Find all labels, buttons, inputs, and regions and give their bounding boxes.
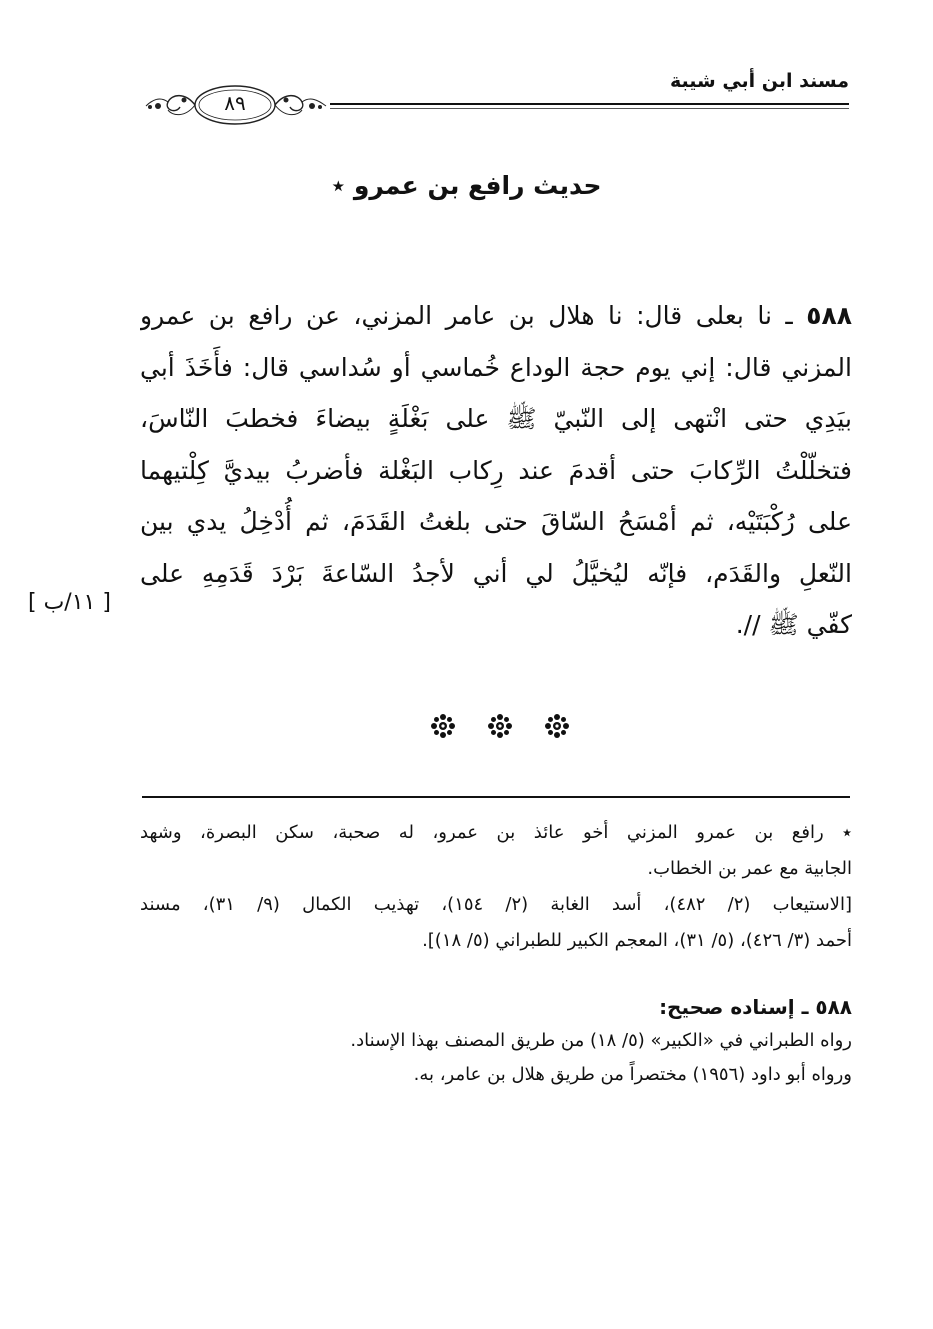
header-rule-thin	[330, 108, 849, 109]
hadith-line: على رُكْبَتَيْه، ثم أمْسَحُ السّاقَ حتى بلغتُ القَدَمَ، ثم أُدْخِلُ يدي بين	[140, 507, 852, 536]
page-number: ٨٩	[224, 91, 246, 115]
manuscript-folio-note: [ ١١/ب ]	[28, 590, 111, 615]
footnote-sources-line: [الاستيعاب (٢/ ٤٨٢)، أسد الغابة (٢/ ١٥٤)، تهذيب الكمال (٩/ ٣١)، مسند	[140, 894, 852, 915]
hadith-line: فتخلّلْتُ الرِّكابَ حتى أقدمَ عند رِكاب البَغْلة فأضربُ بيديَّ كِلْتيهما	[140, 455, 852, 485]
header-rule	[330, 103, 849, 105]
footnotes	[140, 815, 852, 959]
hadith-number: ٥٨٨	[806, 301, 852, 330]
footnote-rule	[142, 796, 850, 798]
hadith-line: بيَدِي حتى انْتهى إلى النّبيّ ﷺ على بَغْلَةٍ بيضاءَ فخطبَ النّاسَ،	[140, 404, 852, 433]
footnote-biography-line: الجابية مع عمر بن الخطاب.	[647, 858, 852, 879]
section-separator	[430, 706, 570, 746]
hadith-line: النّعلِ والقَدَم، فإنّه ليُخيَّلُ لي أني لأجدُ السّاعةَ بَرْدَ قَدَمِهِ على	[140, 558, 852, 588]
chapter-heading: حديث رافع بن عمرو ٭	[331, 171, 602, 200]
isnad-note	[140, 990, 852, 1092]
star-ornament-icon	[430, 713, 456, 739]
footnote-sources-line: أحمد (٣/ ٤٢٦)، (٥/ ٣١)، المعجم الكبير للطبراني (٥/ ١٨)].	[422, 930, 852, 951]
star-ornament-icon	[544, 713, 570, 739]
hadith-line: المزني قال: إني يوم حجة الوداع خُماسي أو سُداسي قال: فأَخَذَ أبي	[140, 352, 852, 382]
hadith-line: ٥٨٨ ـ نا بعلى قال: نا هلال بن عامر المزني، عن رافع بن عمرو	[140, 301, 852, 330]
hadith-line: كفّي ﷺ //.	[735, 610, 852, 639]
isnad-line: رواه الطبراني في «الكبير» (٥/ ١٨) من طريق المصنف بهذا الإسناد.	[350, 1030, 852, 1051]
isnad-line: ورواه أبو داود (١٩٥٦) مختصراً من طريق هلال بن عامر، به.	[413, 1064, 852, 1085]
footnote-biography-line: ٭ رافع بن عمرو المزني أخو عائذ بن عمرو، له صحبة، سكن البصرة، وشهد	[140, 822, 852, 843]
running-title: مسند ابن أبي شيبة	[669, 70, 849, 92]
hadith-text	[140, 290, 852, 651]
isnad-heading: ٥٨٨ ـ إسناده صحيح:	[659, 995, 852, 1019]
star-ornament-icon	[487, 713, 513, 739]
